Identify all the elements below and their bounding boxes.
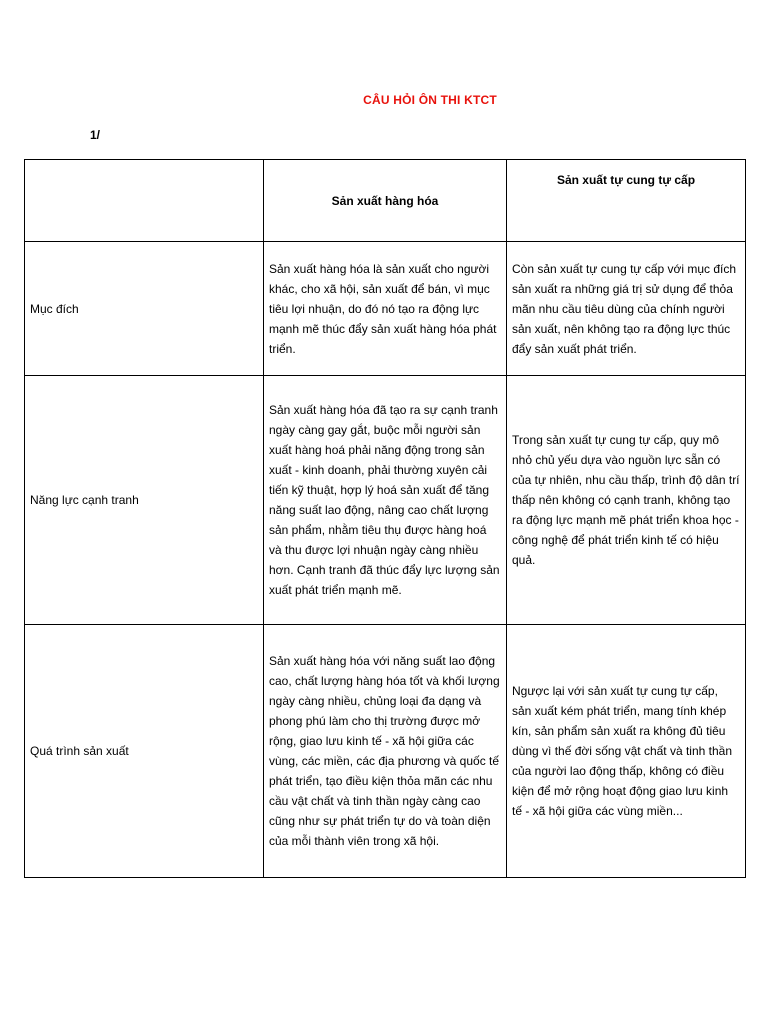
cell-tu-cap-qua-trinh: Ngược lại với sản xuất tự cung tự cấp, sản xuất kém phát triển, mang tính khép kín, sản phẩm sản xuất ra không đủ tiêu dùng vì thế đời sống vật chất và tinh thần của người lao động thấp, không có điều kiện để mở rộng hoạt động giao lưu kinh tế - xã hội giữa các vùng miền... bbox=[507, 625, 746, 878]
row-label-nang-luc-canh-tranh: Năng lực cạnh tranh bbox=[25, 376, 264, 625]
page-title: CÂU HỎI ÔN THI KTCT bbox=[363, 93, 497, 107]
comparison-table bbox=[24, 159, 746, 878]
header-cell-tu-cung-tu-cap: Sản xuất tự cung tự cấp bbox=[507, 160, 746, 242]
row-label-muc-dich: Mục đích bbox=[25, 242, 264, 376]
row-label-qua-trinh-san-xuat: Quá trình sản xuất bbox=[25, 625, 264, 878]
cell-tu-cap-muc-dich: Còn sản xuất tự cung tự cấp với mục đích sản xuất ra những giá trị sử dụng để thỏa mãn nhu cầu tiêu dùng của chính người sản xuất, nên không tạo ra động lực thúc đẩy sản xuất phát triển. bbox=[507, 242, 746, 376]
cell-hang-hoa-qua-trinh: Sản xuất hàng hóa với năng suất lao động cao, chất lượng hàng hóa tốt và khối lượng ngày càng nhiều, chủng loại đa dạng và phong phú làm cho thị trường được mở rộng, giao lưu kinh tế - xã hội giữa các vùng, các miền, các địa phương và quốc tế phát triển, tạo điều kiện thỏa mãn các nhu cầu vật chất và tinh thần ngày càng cao cũng như sự phát triển tự do và toàn diện của mỗi thành viên trong xã hội. bbox=[264, 625, 507, 878]
table-header-row bbox=[25, 160, 746, 242]
table-row bbox=[25, 376, 746, 625]
cell-tu-cap-canh-tranh: Trong sản xuất tự cung tự cấp, quy mô nhỏ chủ yếu dựa vào nguồn lực sẵn có của tự nhiên, nhu cầu thấp, trình độ dân trí thấp nên không có cạnh tranh, không tạo ra động lực mạnh mẽ phát triển khoa học - công nghệ để phát triển kinh tế có hiệu quả. bbox=[507, 376, 746, 625]
cell-hang-hoa-canh-tranh: Sản xuất hàng hóa đã tạo ra sự cạnh tranh ngày càng gay gắt, buộc mỗi người sản xuất hàng hoá phải năng động trong sản xuất - kinh doanh, phải thường xuyên cải tiến kỹ thuật, hợp lý hoá sản xuất để tăng năng suất lao động, nâng cao chất lượng sản phẩm, nhằm tiêu thụ được hàng hoá và thu được lợi nhuận ngày càng nhiều hơn. Cạnh tranh đã thúc đẩy lực lượng sản xuất phát triển mạnh mẽ. bbox=[264, 376, 507, 625]
table-row bbox=[25, 625, 746, 878]
header-cell-san-xuat-hang-hoa: Sản xuất hàng hóa bbox=[264, 160, 507, 242]
cell-hang-hoa-muc-dich: Sản xuất hàng hóa là sản xuất cho người khác, cho xã hội, sản xuất để bán, vì mục tiêu lợi nhuận, do đó nó tạo ra động lực mạnh mẽ thúc đẩy sản xuất hàng hóa phát triển. bbox=[264, 242, 507, 376]
question-number: 1/ bbox=[90, 128, 101, 142]
table-row bbox=[25, 242, 746, 376]
header-cell-empty bbox=[25, 160, 264, 242]
